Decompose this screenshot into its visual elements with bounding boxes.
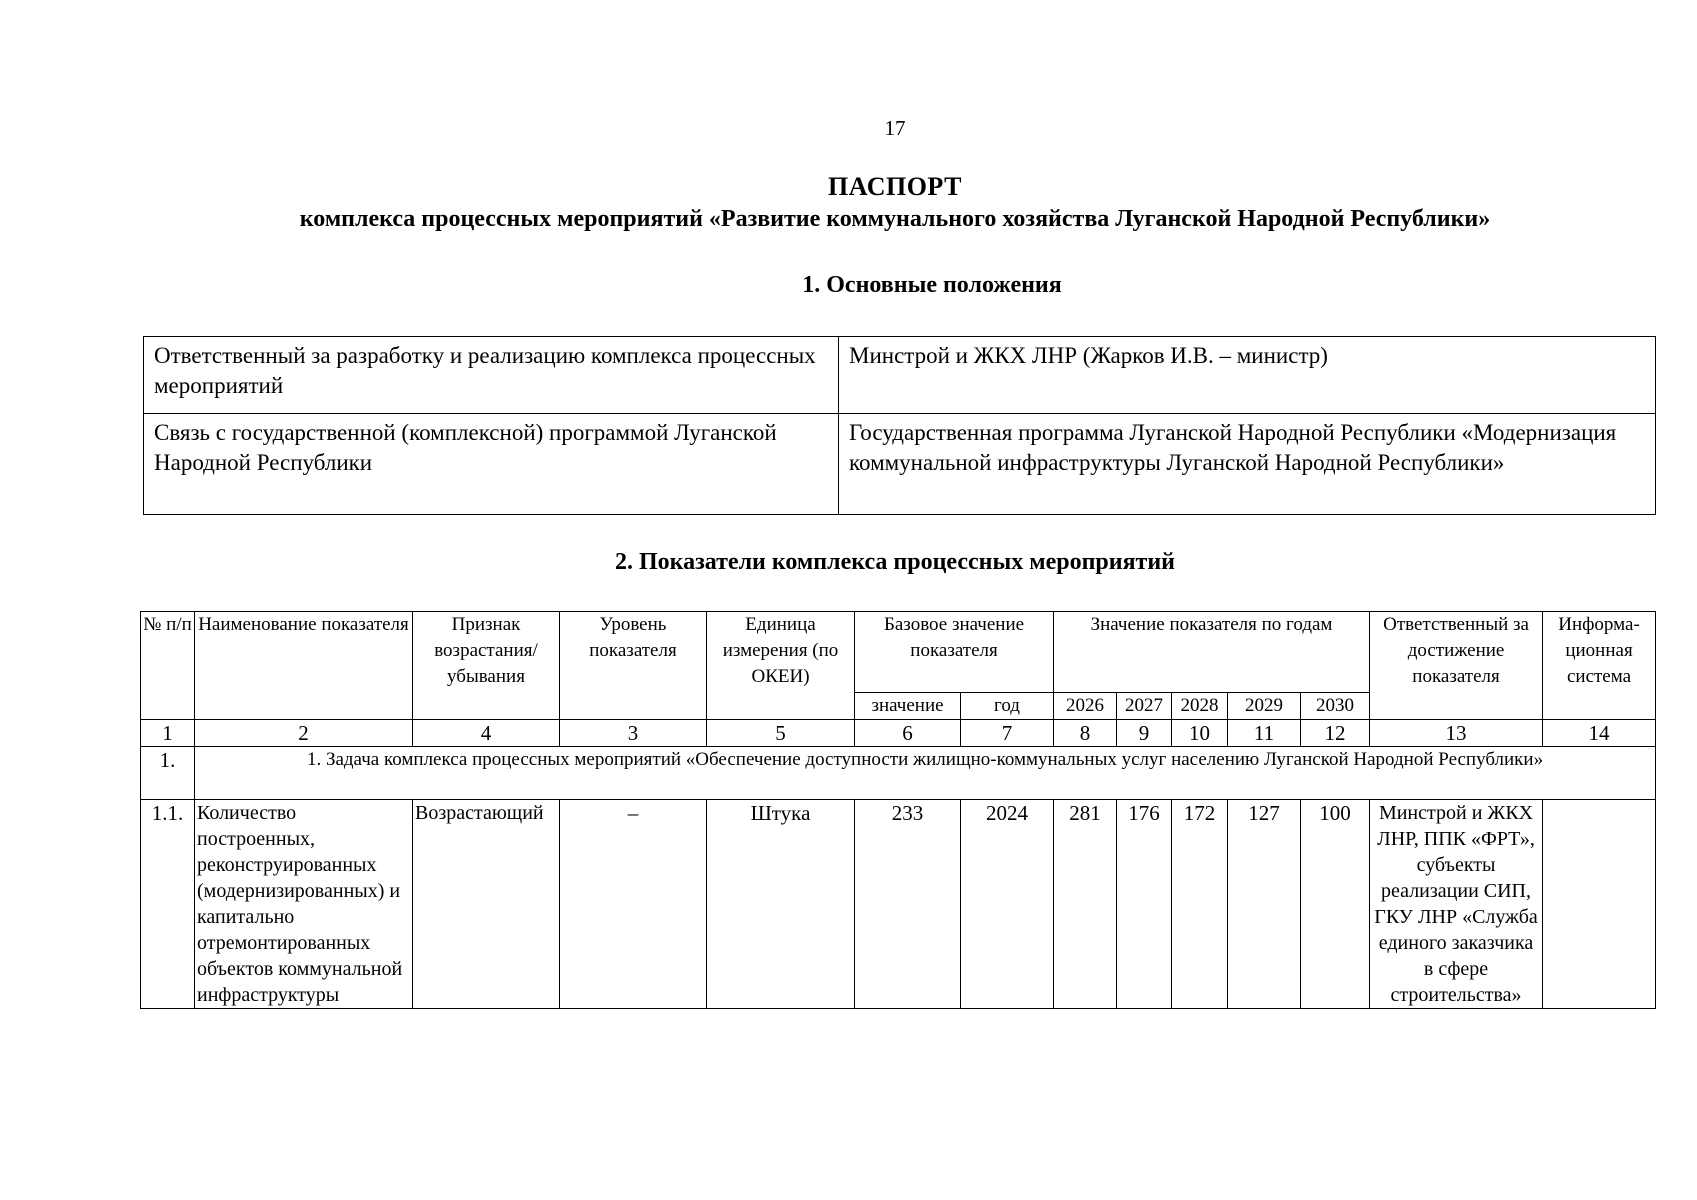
indicator-responsible: Минстрой и ЖКХ ЛНР, ППК «ФРТ», субъекты реализации СИП, ГКУ ЛНР «Служба единого заказчика в сфере строительства» [1370,800,1543,1009]
indicator-num: 1.1. [141,800,195,1009]
column-number: 7 [961,720,1054,747]
indicators-table [140,611,1656,1009]
header-num: № п/п [141,612,195,720]
header-name: Наименование показателя [195,612,413,720]
column-number: 2 [195,720,413,747]
task-row [141,747,1656,800]
section1-heading: 1. Основные положения [802,272,1062,298]
column-number: 12 [1301,720,1370,747]
header-level: Уровень показателя [560,612,707,720]
indicator-sign: Возрастающий [413,800,560,1009]
header-base-value: значение [855,693,961,720]
indicator-value-2027: 176 [1117,800,1172,1009]
column-number: 4 [413,720,560,747]
section2-heading: 2. Показатели комплекса процессных мероприятий [614,549,1175,575]
responsible-label: Ответственный за разработку и реализацию комплекса процессных мероприятий [144,337,839,414]
indicator-base-value: 233 [855,800,961,1009]
document-subtitle: комплекса процессных мероприятий «Развитие коммунального хозяйства Луганской Народной Республики» [299,206,1491,232]
header-year: 2026 [1054,693,1117,720]
indicator-value-2026: 281 [1054,800,1117,1009]
header-year: 2030 [1301,693,1370,720]
column-numbers-row [141,720,1656,747]
column-number: 1 [141,720,195,747]
indicator-row [141,800,1656,1009]
header-year: 2027 [1117,693,1172,720]
table-row [144,337,1656,414]
column-number: 9 [1117,720,1172,747]
column-number: 14 [1543,720,1656,747]
responsible-value: Минстрой и ЖКХ ЛНР (Жарков И.В. – министр) [839,337,1656,414]
indicator-info [1543,800,1656,1009]
indicator-value-2030: 100 [1301,800,1370,1009]
program-link-label: Связь с государственной (комплексной) программой Луганской Народной Республики [144,414,839,515]
indicator-level: – [560,800,707,1009]
header-unit: Единица измерения (по ОКЕИ) [707,612,855,720]
column-number: 11 [1228,720,1301,747]
document-title: ПАСПОРТ [828,172,962,201]
header-base-year: год [961,693,1054,720]
basic-provisions-table [143,336,1656,515]
header-year: 2028 [1172,693,1228,720]
column-number: 5 [707,720,855,747]
program-link-value: Государственная программа Луганской Народной Республики «Модернизация коммунальной инфраструктуры Луганской Народной Республики» [839,414,1656,515]
header-sign: Признак возрастания/ убывания [413,612,560,720]
indicator-name: Количество построенных, реконструированных (модернизированных) и капитально отремонтированных объектов коммунальной инфраструктуры [195,800,413,1009]
indicator-value-2029: 127 [1228,800,1301,1009]
header-year: 2029 [1228,693,1301,720]
indicator-value-2028: 172 [1172,800,1228,1009]
table-row [144,414,1656,515]
column-number: 8 [1054,720,1117,747]
header-info: Информа-ционная система [1543,612,1656,720]
header-row [141,612,1656,693]
column-number: 3 [560,720,707,747]
header-base: Базовое значение показателя [855,612,1054,693]
page-number: 17 [884,116,906,140]
column-number: 13 [1370,720,1543,747]
indicator-base-year: 2024 [961,800,1054,1009]
column-number: 10 [1172,720,1228,747]
task-text: 1. Задача комплекса процессных мероприятий «Обеспечение доступности жилищно-коммунальных услуг населению Луганской Народной Республики» [195,747,1656,800]
indicator-unit: Штука [707,800,855,1009]
header-responsible: Ответственный за достижение показателя [1370,612,1543,720]
column-number: 6 [855,720,961,747]
header-by-years: Значение показателя по годам [1054,612,1370,693]
task-num: 1. [141,747,195,800]
